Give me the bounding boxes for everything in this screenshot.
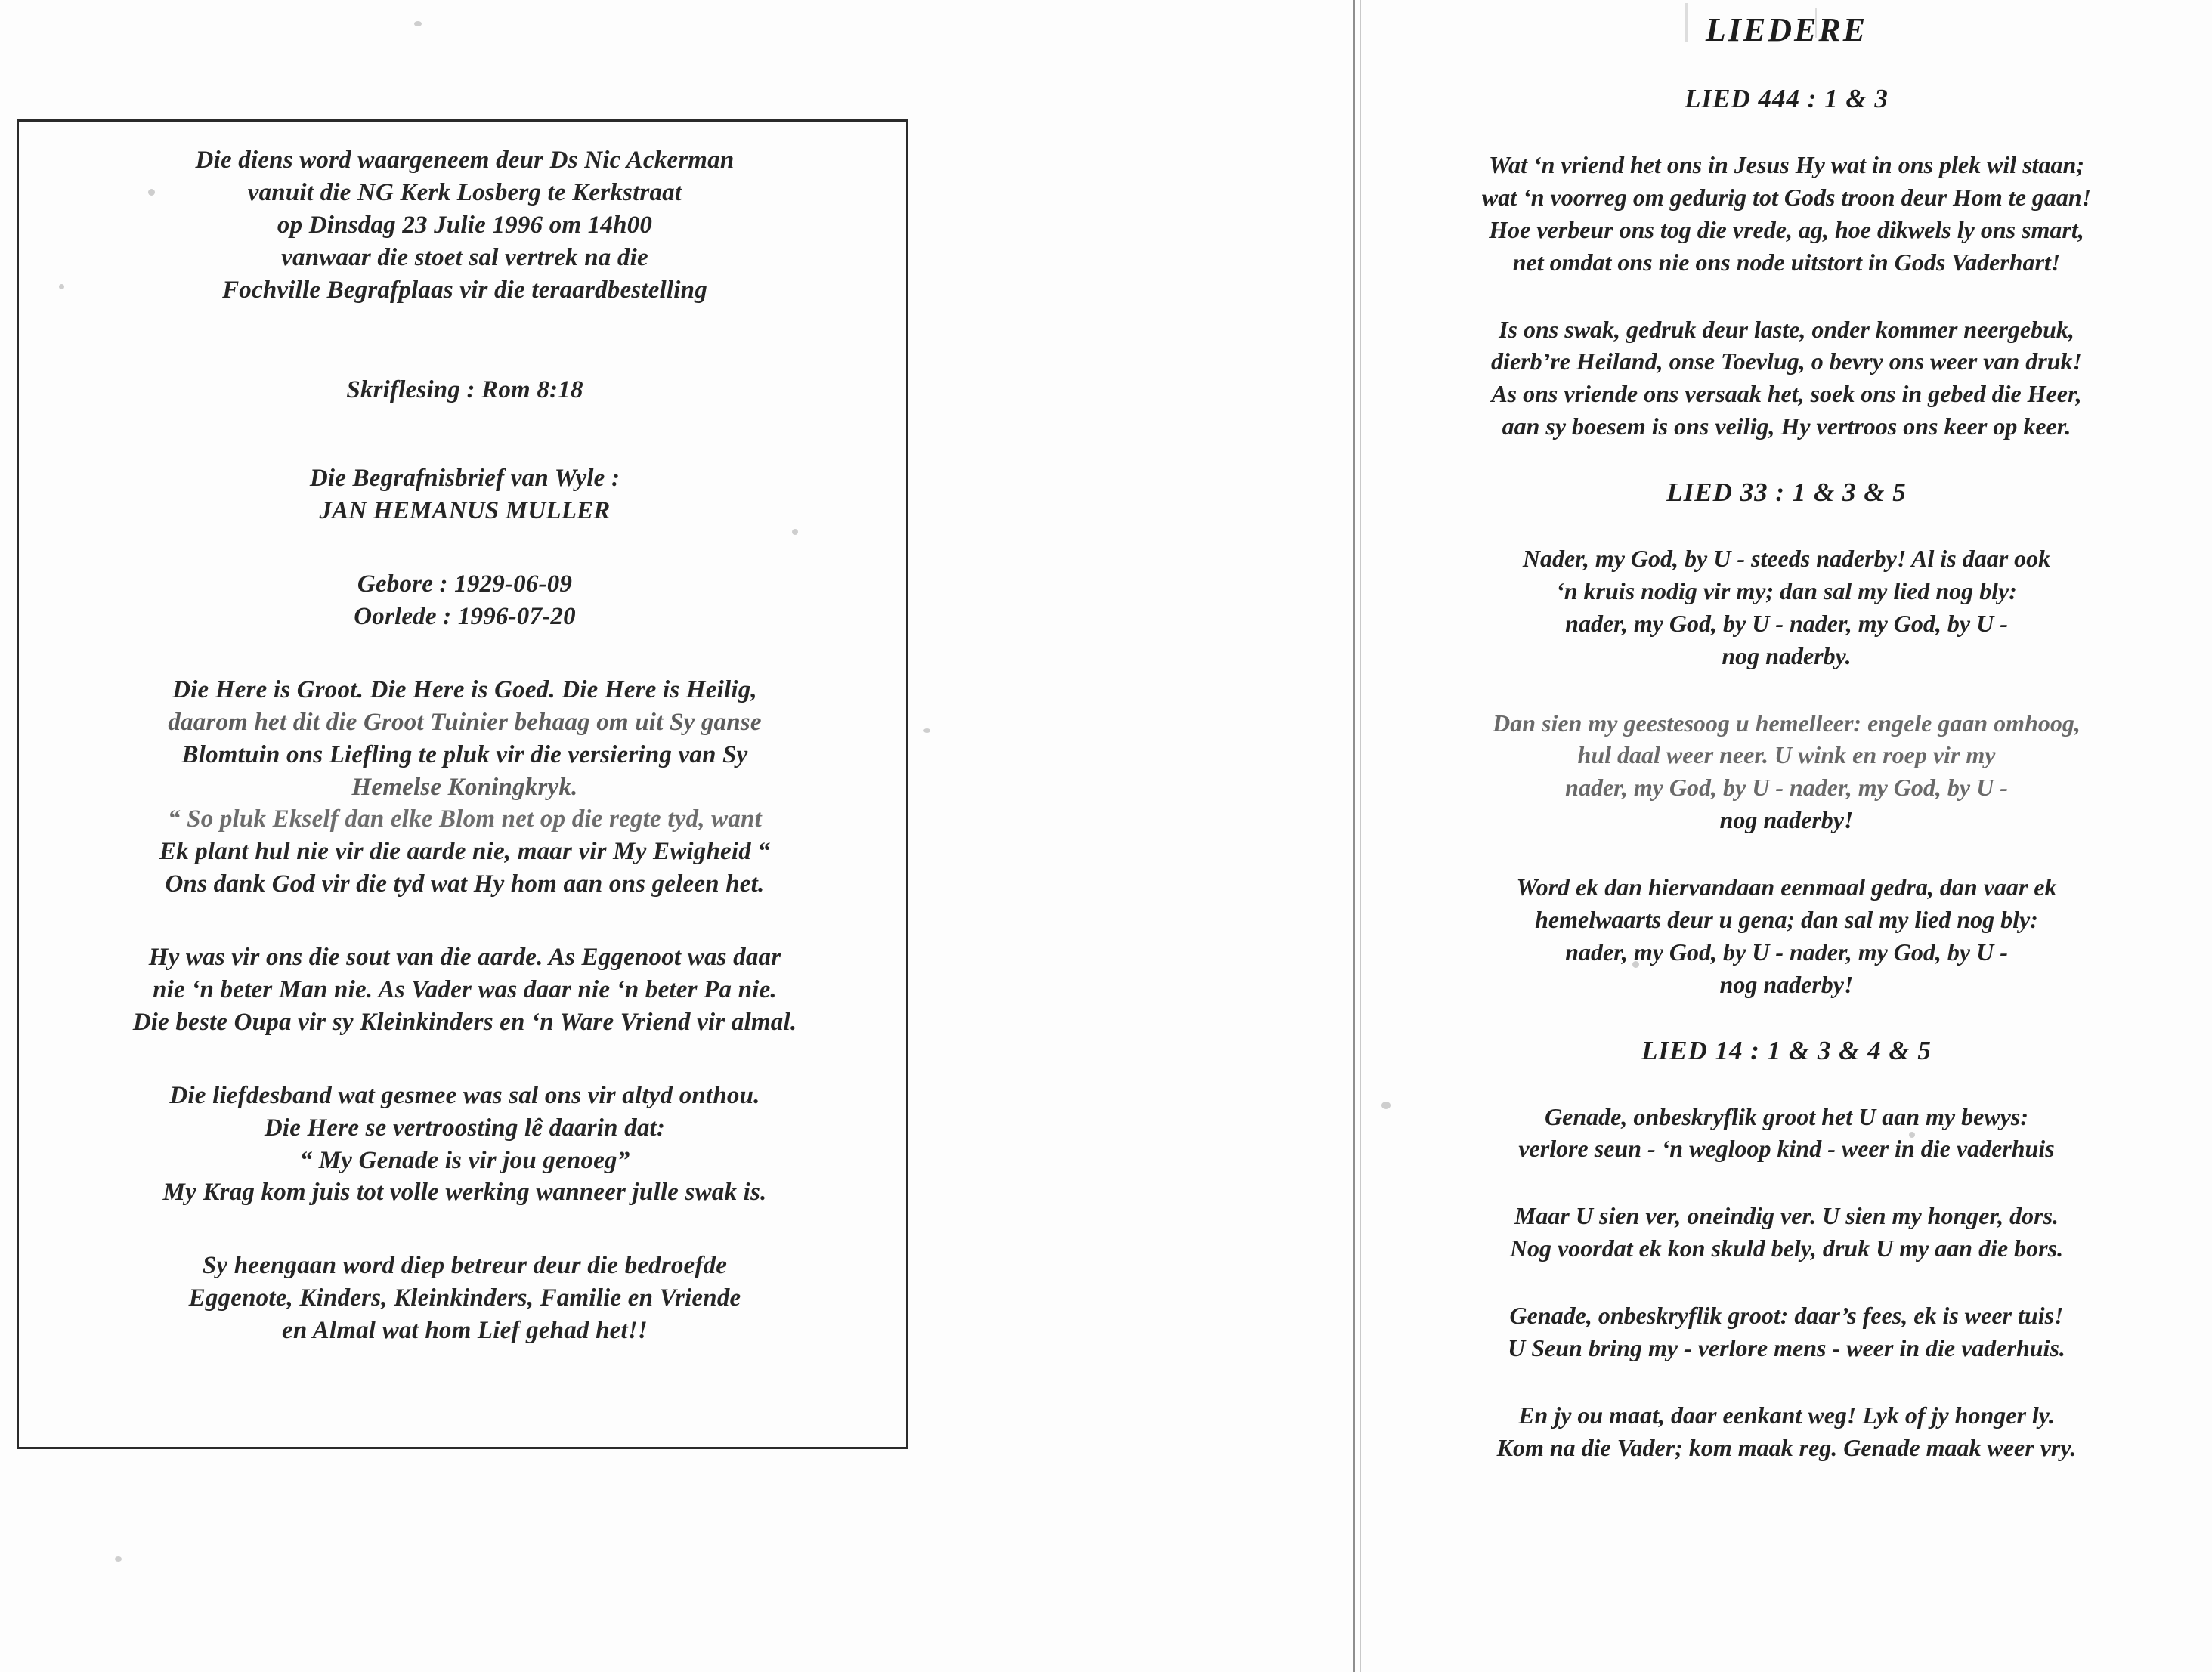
service-info-line: vanuit die NG Kerk Losberg te Kerkstraat: [247, 178, 682, 206]
spacer: [1371, 49, 2202, 84]
service-info-line: Fochville Begrafplaas vir die teraardbestelling: [222, 276, 707, 304]
spacer: [45, 633, 885, 674]
song-line: aan sy boesem is ons veilig, Hy vertroos ons keer op keer.: [1502, 413, 2071, 440]
spacer: [45, 1209, 885, 1250]
song-line: ‘n kruis nodig vir my; dan sal my lied nog bly:: [1556, 576, 2017, 604]
spacer: [1371, 114, 2202, 149]
tribute-line: Die beste Oupa vir sy Kleinkinders en ‘n Ware Vriend vir almal.: [132, 1008, 797, 1036]
spacer: [45, 527, 885, 568]
tribute-line: Die Here is Groot. Die Here is Goed. Die Here is Heilig,: [172, 675, 757, 703]
tribute-line: nie ‘n beter Man nie. As Vader was daar nie ‘n beter Pa nie.: [153, 976, 777, 1004]
song-verse: [1371, 1399, 2202, 1464]
song-verse: [1371, 542, 2202, 672]
spacer: [1371, 1165, 2202, 1200]
song-line: nog naderby.: [1722, 641, 1852, 669]
service-info-line: vanwaar die stoet sal vertrek na die: [281, 243, 648, 271]
song-block: [1371, 84, 2202, 443]
scan-speck: [923, 728, 930, 733]
spacer: [1371, 1265, 2202, 1300]
tribute-line: My Krag kom juis tot volle werking wanneer julle swak is.: [162, 1179, 767, 1207]
tribute-line: Blomtuin ons Liefling te pluk vir die versiering van Sy: [181, 740, 748, 768]
song-heading: LIED 14 : 1 & 3 & 4 & 5: [1641, 1035, 1932, 1065]
service-info-line: Die diens word waargeneem deur Ds Nic Ackerman: [195, 147, 735, 174]
song-verse: [1371, 1300, 2202, 1364]
tribute-line: Die liefdesband wat gesmee was sal ons vir altyd onthou.: [169, 1081, 760, 1109]
scan-speck: [115, 1556, 122, 1562]
song-verse: [1371, 1101, 2202, 1166]
song-line: wat ‘n voorreg om gedurig tot Gods troon deur Hom te gaan!: [1481, 183, 2092, 211]
tribute-line: daarom het dit die Groot Tuinier behaag om uit Sy ganse: [168, 708, 762, 736]
song-line: nog naderby!: [1719, 970, 1854, 998]
tribute-line: Ons dank God vir die tyd wat Hy hom aan ons geleen het.: [165, 870, 765, 898]
song-verse: [1371, 149, 2202, 279]
song-line: Genade, onbeskryflik groot: daar’s fees, ek is weer tuis!: [1509, 1302, 2064, 1329]
song-verse: [1371, 871, 2202, 1001]
song-line: nader, my God, by U - nader, my God, by U -: [1565, 774, 2008, 802]
songs-content: [1371, 0, 2202, 1464]
service-info-block: [45, 144, 885, 306]
song-line: As ons vriende ons versaak het, soek ons in gebed die Heer,: [1491, 380, 2082, 408]
song-line: U Seun bring my - verlore mens - weer in die vaderhuis.: [1508, 1334, 2065, 1361]
song-verse: [1371, 1200, 2202, 1265]
song-line: dierb’re Heiland, onse Toevlug, o bevry ons weer van druk!: [1491, 348, 2082, 376]
tribute-line: en Almal wat hom Lief gehad het!!: [282, 1317, 648, 1345]
song-line: verlore seun - ‘n wegloop kind - weer in die vaderhuis: [1518, 1135, 2055, 1163]
spacer: [1371, 1364, 2202, 1399]
song-line: Nog voordat ek kon skuld bely, druk U my aan die bors.: [1509, 1235, 2064, 1262]
song-line: Maar U sien ver, oneindig ver. U sien my honger, dors.: [1514, 1202, 2059, 1230]
page-fold-edge-light: [1360, 0, 1361, 1672]
tribute-block-3: [45, 1080, 885, 1210]
tribute-line: Hemelse Koningkryk.: [351, 773, 578, 801]
deceased-name: JAN HEMANUS MULLER: [319, 497, 611, 525]
tribute-line: Sy heengaan word diep betreur deur die bedroefde: [202, 1252, 728, 1280]
service-info-line: op Dinsdag 23 Julie 1996 om 14h00: [277, 211, 653, 239]
spacer: [1371, 508, 2202, 542]
song-block: [1371, 477, 2202, 1001]
spacer: [45, 901, 885, 941]
spacer: [1371, 279, 2202, 314]
song-block: [1371, 1036, 2202, 1464]
tribute-block-1: [45, 674, 885, 901]
song-line: Nader, my God, by U - steeds naderby! Al is daar ook: [1522, 545, 2051, 572]
scan-speck: [414, 21, 422, 26]
song-line: Hoe verbeur ons tog die vrede, ag, hoe dikwels ly ons smart,: [1489, 215, 2084, 243]
right-page-leaf: [1353, 0, 2212, 1672]
tribute-line: “ My Genade is vir jou genoeg”: [299, 1146, 630, 1174]
spacer: [1371, 1001, 2202, 1036]
song-line: nader, my God, by U - nader, my God, by U -: [1565, 609, 2008, 637]
date-of-birth: Gebore : 1929-06-09: [357, 570, 573, 598]
songs-title: LIEDERE: [1705, 11, 1868, 48]
tribute-line: Die Here se vertroosting lê daarin dat:: [264, 1114, 666, 1142]
tribute-line: Ek plant hul nie vir die aarde nie, maar vir My Ewigheid “: [159, 838, 771, 866]
tribute-block-2: [45, 941, 885, 1039]
memorial-card-border: [17, 119, 908, 1449]
spacer: [1371, 1066, 2202, 1101]
spacer: [1371, 672, 2202, 707]
spacer: [1371, 836, 2202, 871]
tribute-line: Eggenote, Kinders, Kleinkinders, Familie en Vriende: [188, 1284, 741, 1312]
spacer: [1371, 443, 2202, 477]
song-verse: [1371, 314, 2202, 443]
song-line: Is ons swak, gedruk deur laste, onder kommer neergebuk,: [1499, 315, 2074, 343]
spacer: [45, 406, 885, 462]
tribute-line: Hy was vir ons die sout van die aarde. As Eggenoot was daar: [148, 944, 781, 972]
song-line: nog naderby!: [1719, 806, 1854, 834]
song-heading: LIED 33 : 1 & 3 & 5: [1666, 477, 1907, 507]
song-verse: [1371, 707, 2202, 837]
song-line: Wat ‘n vriend het ons in Jesus Hy wat in ons plek wil staan;: [1489, 151, 2084, 178]
left-card-content: [19, 122, 911, 1347]
song-line: hemelwaarts deur u gena; dan sal my lied nog bly:: [1535, 905, 2038, 933]
tribute-line: “ So pluk Ekself dan elke Blom net op die regte tyd, want: [168, 805, 762, 833]
letter-heading: Die Begrafnisbrief van Wyle :: [309, 465, 620, 493]
song-line: En jy ou maat, daar eenkant weg! Lyk of jy honger ly.: [1518, 1401, 2055, 1429]
song-line: Word ek dan hiervandaan eenmaal gedra, dan vaar ek: [1516, 873, 2057, 901]
scripture-reading: Skriflesing : Rom 8:18: [346, 376, 583, 404]
song-line: Genade, onbeskryflik groot het U aan my bewys:: [1545, 1102, 2028, 1130]
song-line: net omdat ons nie ons node uitstort in Gods Vaderhart!: [1512, 248, 2061, 276]
song-line: nader, my God, by U - nader, my God, by U -: [1565, 938, 2008, 966]
song-line: hul daal weer neer. U wink en roep vir my: [1577, 741, 1996, 769]
song-heading: LIED 444 : 1 & 3: [1685, 84, 1889, 113]
spacer: [45, 306, 885, 374]
tribute-block-4: [45, 1250, 885, 1347]
spacer: [45, 1039, 885, 1080]
song-line: Dan sien my geestesoog u hemelleer: engele gaan omhoog,: [1493, 709, 2081, 737]
page-fold-edge: [1353, 0, 1355, 1672]
date-of-death: Oorlede : 1996-07-20: [354, 603, 576, 631]
song-line: Kom na die Vader; kom maak reg. Genade maak weer vry.: [1496, 1433, 2077, 1461]
